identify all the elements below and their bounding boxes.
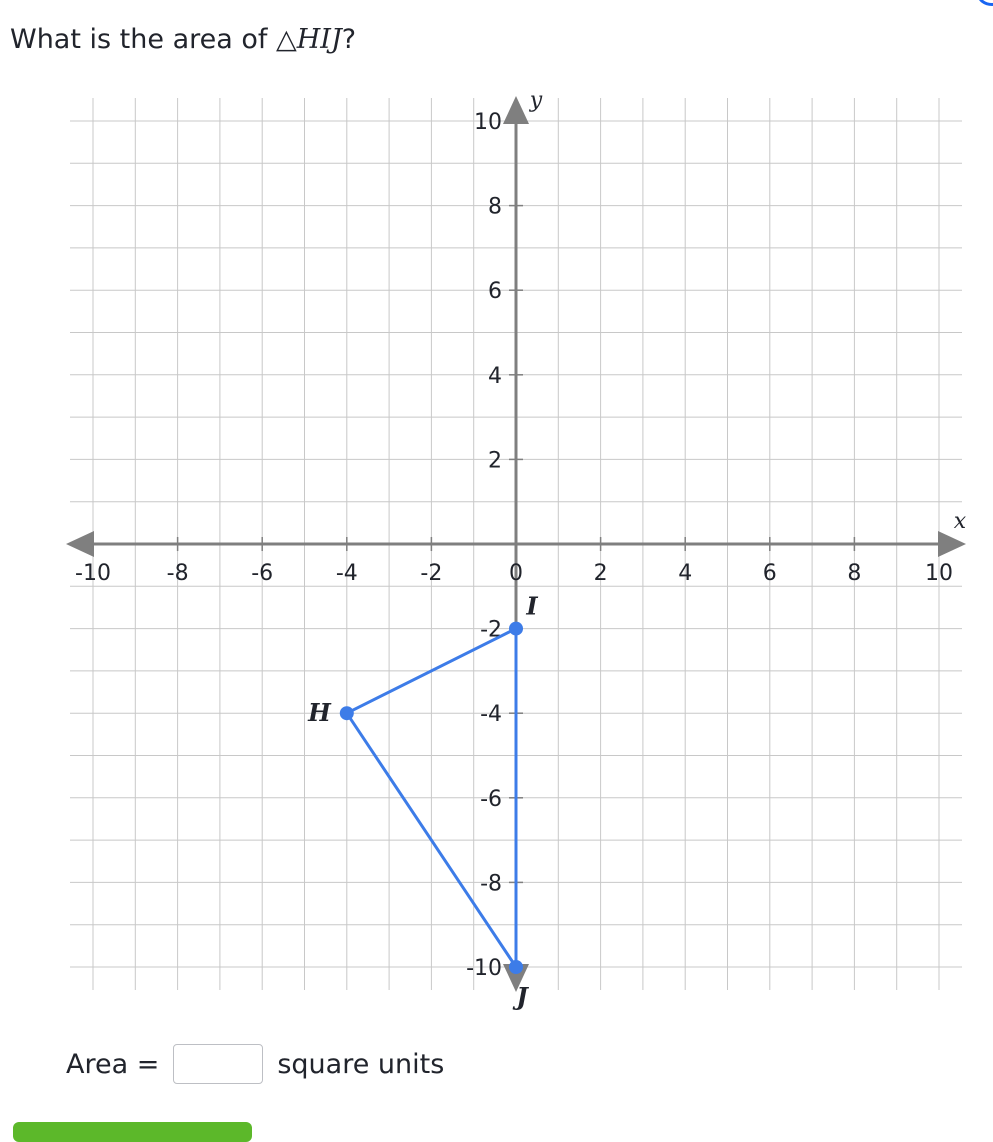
y-tick-label: -2 (480, 617, 502, 643)
x-tick-label: 10 (925, 561, 953, 586)
x-axis-right-arrow-icon (938, 531, 966, 557)
question-suffix: ? (341, 24, 357, 55)
x-tick-label: -4 (335, 561, 358, 586)
y-tick-label: -6 (480, 786, 502, 812)
triangle-letters: HIJ (296, 24, 342, 55)
y-axis-label: y (529, 88, 543, 113)
x-axis-left-arrow-icon (66, 531, 94, 557)
x-tick-label: -2 (420, 561, 443, 586)
vertex-point-i (509, 622, 523, 636)
area-answer-input[interactable] (173, 1044, 263, 1084)
x-tick-label: 0 (509, 561, 523, 586)
question-prefix: What is the area of (10, 24, 276, 55)
x-tick-label: -8 (166, 561, 189, 586)
y-axis-up-arrow-icon (503, 96, 529, 124)
y-tick-label: 2 (488, 448, 502, 474)
x-tick-label: 6 (762, 561, 777, 586)
x-tick-label: -10 (75, 561, 111, 586)
x-tick-label: -6 (251, 561, 274, 586)
y-tick-label: 4 (488, 363, 502, 389)
answer-row (66, 1043, 444, 1085)
check-button[interactable] (13, 1122, 252, 1142)
y-tick-label: -8 (480, 871, 502, 897)
triangle-symbol-icon: △ (275, 24, 297, 55)
vertex-label-h: H (308, 698, 331, 728)
vertex-point-h (340, 706, 354, 720)
y-tick-label: 6 (488, 279, 502, 305)
x-axis-label: x (953, 509, 967, 534)
y-tick-label: 8 (488, 194, 502, 220)
vertex-point-j (509, 960, 523, 974)
vertex-label-j: J (516, 982, 528, 1011)
units-label: square units (277, 1048, 445, 1080)
y-tick-label: -4 (480, 702, 502, 728)
area-label: Area = (66, 1048, 160, 1080)
x-tick-label: 4 (678, 561, 693, 586)
y-tick-label: -10 (466, 956, 502, 981)
x-tick-label: 8 (847, 561, 862, 586)
x-tick-label: 2 (593, 561, 608, 586)
y-tick-label: 10 (474, 110, 502, 135)
vertex-label-i: I (526, 591, 538, 621)
